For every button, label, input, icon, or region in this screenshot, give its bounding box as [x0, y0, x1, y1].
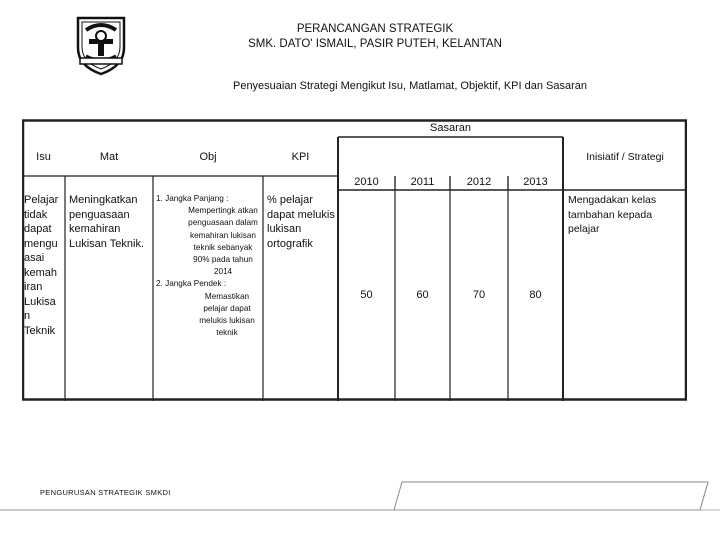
objektif-short-term-body: Memastikan pelajar dapat melukis lukisan teknik [199, 291, 255, 338]
header-inisiatif-strategi: Inisiatif / Strategi [586, 151, 664, 163]
footer-label: PENGURUSAN STRATEGIK SMKDI [40, 488, 171, 497]
cell-matlamat: Meningkatkan penguasaan kemahiran Lukisan Teknik. [69, 194, 145, 250]
year-2011: 2011 [410, 176, 435, 188]
target-2011: 60 [416, 289, 429, 301]
objektif-long-term-body: Mempertingk atkan penguasaan dalam kemahiran lukisan teknik sebanyak 90% pada tahun 2014 [188, 206, 258, 277]
cell-isu: Pelajar tidak dapat mengu asai kemah iran Lukisa n Teknik [24, 194, 59, 337]
cell-objektif [156, 193, 260, 339]
target-2010: 50 [360, 289, 373, 301]
school-name: SMK. DATO' ISMAIL, PASIR PUTEH, KELANTAN [248, 38, 502, 50]
header-isu: Isu [36, 151, 51, 163]
header-matlamat: Mat [99, 151, 119, 163]
target-2013: 80 [529, 289, 542, 301]
header-objektif: Obj [199, 151, 217, 163]
school-crest-logo [74, 14, 128, 76]
objektif-long-term-title: 1. Jangka Panjang : [156, 194, 229, 203]
year-2010: 2010 [354, 176, 379, 188]
footer-decoration [0, 470, 720, 540]
year-2013: 2013 [523, 176, 548, 188]
header-kpi: KPI [291, 151, 310, 163]
target-2012: 70 [472, 289, 486, 301]
cell-kpi: % pelajar dapat melukis lukisan ortografik [267, 194, 335, 250]
strategy-table [22, 119, 687, 401]
cell-inisiatif-strategi: Mengadakan kelas tambahan kepada pelajar [568, 194, 657, 235]
document-title: PERANCANGAN STRATEGIK [296, 23, 454, 35]
document-subtitle: Penyesuaian Strategi Mengikut Isu, Matlamat, Objektif, KPI dan Sasaran [232, 80, 588, 92]
year-2012: 2012 [466, 176, 492, 188]
header-sasaran: Sasaran [430, 122, 471, 134]
objektif-short-term-title: 2. Jangka Pendek : [156, 279, 227, 289]
